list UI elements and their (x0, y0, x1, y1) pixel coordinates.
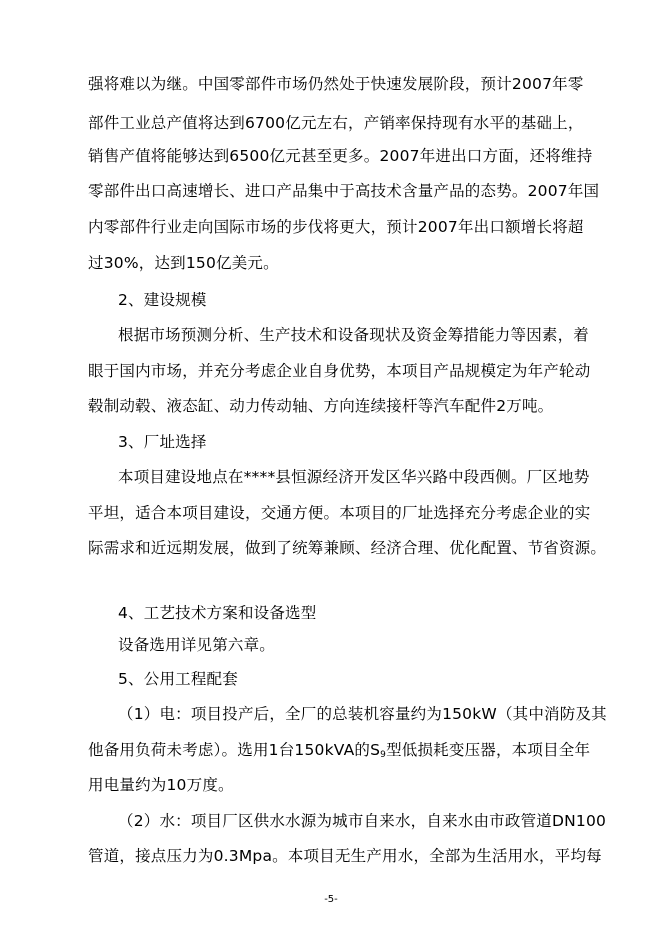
text-line (88, 740, 590, 765)
page-number: -5- (324, 894, 338, 905)
subscript: 9 (380, 750, 387, 760)
text-line: 销售产值将能够达到6500亿元甚至更多。2007年进出口方面，还将维持 (88, 147, 593, 165)
text-line: 强将难以为继。中国零部件市场仍然处于快速发展阶段，预计2007年零 (88, 75, 584, 93)
text-line: 毂制动毂、液态缸、动力传动轴、方向连续接杆等汽车配件2万吨。 (88, 397, 554, 415)
text-line: 过30%，达到150亿美元。 (88, 254, 279, 272)
text-line: 平坦，适合本项目建设，交通方便。本项目的厂址选择充分考虑企业的实 (88, 504, 591, 522)
text-run: 他备用负荷未考虑）。选用1台150kVA的S (88, 741, 381, 759)
text-line: 管道，接点压力为0.3Mpa。本项目无生产用水，全部为生活用水，平均每 (88, 847, 602, 865)
text-line: 用电量约为10万度。 (88, 776, 234, 794)
text-line: 眼于国内市场，并充分考虑企业自身优势，本项目产品规模定为年产轮动 (88, 362, 591, 380)
text-line: （1）电：项目投产后，全厂的总装机容量约为150kW（其中消防及其 (118, 705, 607, 723)
text-line: 零部件出口高速增长、进口产品集中于高技术含量产品的态势。2007年国 (88, 182, 600, 200)
text-line: 本项目建设地点在****县恒源经济开发区华兴路中段西侧。厂区地势 (118, 468, 590, 486)
section-heading: 5、公用工程配套 (118, 670, 238, 688)
text-line: 设备选用详见第六章。 (118, 636, 276, 654)
section-heading: 2、建设规模 (118, 291, 207, 309)
text-line: 部件工业总产值将达到6700亿元左右，产销率保持现有水平的基础上， (88, 114, 584, 132)
text-line: 际需求和近远期发展，做到了统筹兼顾、经济合理、优化配置、节省资源。 (88, 539, 607, 557)
section-heading: 3、厂址选择 (118, 433, 207, 451)
text-line: 根据市场预测分析、生产技术和设备现状及资金筹措能力等因素，着 (118, 326, 590, 344)
section-heading: 4、工艺技术方案和设备选型 (118, 604, 317, 622)
text-line: （2）水：项目厂区供水水源为城市自来水，自来水由市政管道DN100 (118, 812, 607, 830)
text-line: 内零部件行业走向国际市场的步伐将更大，预计2007年出口额增长将超 (88, 218, 584, 236)
text-run: 型低损耗变压器，本项目全年 (386, 741, 591, 759)
